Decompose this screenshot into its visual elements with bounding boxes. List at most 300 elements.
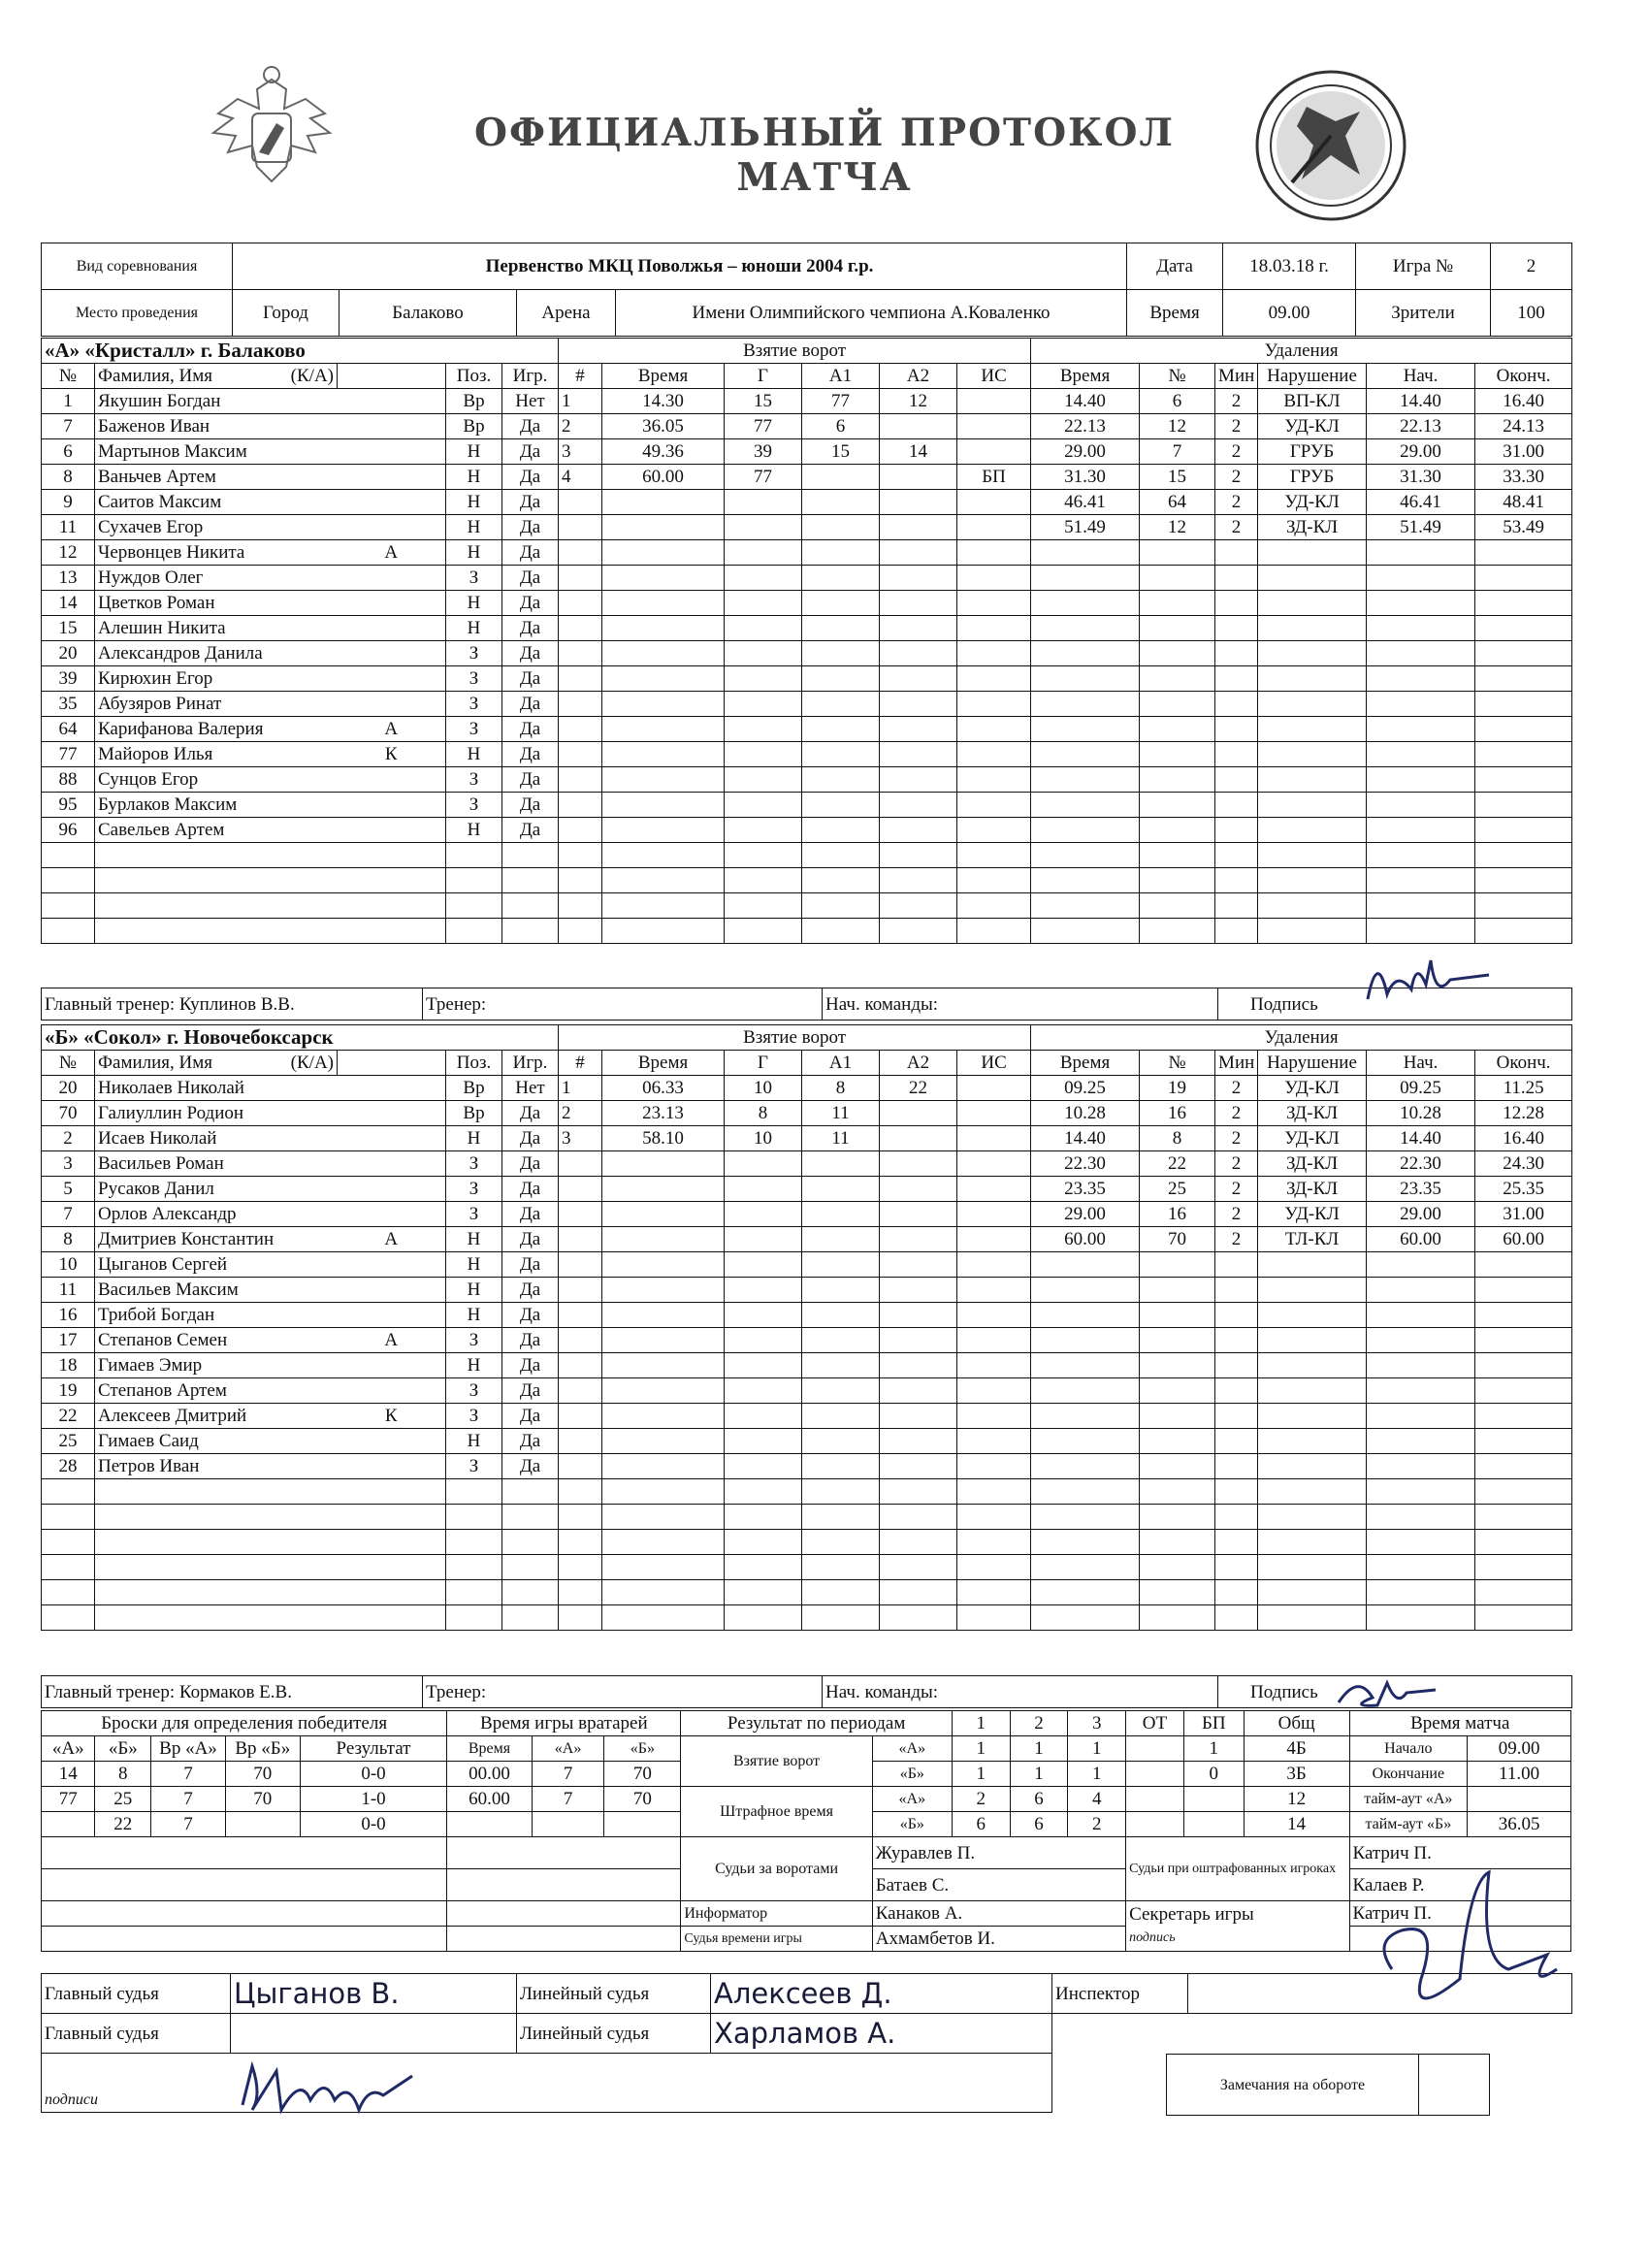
col-pos: Поз. (446, 364, 502, 389)
pen-start (1367, 919, 1475, 944)
player-role (338, 692, 446, 717)
goal-assist2 (880, 1505, 957, 1530)
end-label: Окончание (1349, 1762, 1468, 1787)
goal-scorer (725, 843, 802, 868)
pen-violation (1258, 1530, 1367, 1555)
pen-end: 12.28 (1475, 1101, 1572, 1126)
player-role (338, 1353, 446, 1378)
player-role (338, 641, 446, 666)
pen-violation (1258, 919, 1367, 944)
goal-assist1 (802, 868, 880, 893)
goal-assist2 (880, 490, 957, 515)
so-r2-gka: 7 (151, 1787, 226, 1812)
player-played (502, 868, 559, 893)
player-role: А (338, 540, 446, 566)
goal-assist1 (802, 818, 880, 843)
goal-situation (957, 1505, 1031, 1530)
player-played: Да (502, 414, 559, 439)
pen-end (1475, 540, 1572, 566)
pen-violation (1258, 1505, 1367, 1530)
goal-assist1 (802, 465, 880, 490)
player-number (42, 1505, 95, 1530)
goal-index (559, 1479, 602, 1505)
goal-scorer (725, 1252, 802, 1278)
so-r2-a: 77 (42, 1787, 95, 1812)
pen-time (1031, 742, 1140, 767)
pen-violation (1258, 717, 1367, 742)
goal-index (559, 1454, 602, 1479)
player-name: Бурлаков Максим (95, 793, 338, 818)
pen-end: 16.40 (1475, 1126, 1572, 1151)
player-name: Васильев Роман (95, 1151, 338, 1177)
emblem-icon (199, 60, 344, 196)
goal-time (602, 1227, 725, 1252)
player-position (446, 1605, 502, 1631)
goal-assist2 (880, 793, 957, 818)
pen-minutes (1215, 591, 1258, 616)
goal-scorer (725, 540, 802, 566)
pen-end (1475, 767, 1572, 793)
pen-start (1367, 692, 1475, 717)
team-a-row (42, 616, 1572, 641)
pen-start (1367, 1353, 1475, 1378)
so-r1-a: 14 (42, 1762, 95, 1787)
pb-total: 14 (1244, 1812, 1349, 1837)
player-position (446, 1530, 502, 1555)
goal-assist2: 22 (880, 1076, 957, 1101)
goal-scorer (725, 717, 802, 742)
goal-assist2 (880, 1555, 957, 1580)
pen-minutes (1215, 1605, 1258, 1631)
player-role (338, 1454, 446, 1479)
so-r3-a (42, 1812, 95, 1837)
pen-end: 16.40 (1475, 389, 1572, 414)
goal-assist2 (880, 1278, 957, 1303)
so-r1-b: 8 (95, 1762, 151, 1787)
pen-start (1367, 1328, 1475, 1353)
goal-judges-label: Судьи за воротами (681, 1837, 872, 1901)
pen-violation (1258, 1252, 1367, 1278)
team-a-row (42, 893, 1572, 919)
goal-time (602, 1378, 725, 1404)
pen-end (1475, 1328, 1572, 1353)
goal-index (559, 742, 602, 767)
player-position: Вр (446, 1076, 502, 1101)
player-played: Да (502, 465, 559, 490)
team-a-row (42, 767, 1572, 793)
pen-violation (1258, 591, 1367, 616)
player-played: Да (502, 1202, 559, 1227)
player-role (338, 1151, 446, 1177)
bottom-stats (41, 1710, 1571, 1952)
pen-time (1031, 1530, 1140, 1555)
pen-start (1367, 1479, 1475, 1505)
player-role (338, 1605, 446, 1631)
goal-assist1 (802, 717, 880, 742)
player-name: Абузяров Ринат (95, 692, 338, 717)
pen-minutes (1215, 1378, 1258, 1404)
so-r2-res: 1-0 (300, 1787, 447, 1812)
so-r3-gkb (225, 1812, 300, 1837)
player-role (338, 515, 446, 540)
goal-assist2 (880, 818, 957, 843)
pen-violation: ГРУБ (1258, 465, 1367, 490)
player-played: Да (502, 566, 559, 591)
pen-minutes (1215, 1278, 1258, 1303)
pen-minutes (1215, 1303, 1258, 1328)
notes-box (1166, 2054, 1490, 2116)
col-a1-b: А1 (802, 1051, 880, 1076)
pen-end (1475, 818, 1572, 843)
goal-scorer (725, 818, 802, 843)
pen-player (1140, 1353, 1215, 1378)
pen-time: 46.41 (1031, 490, 1140, 515)
player-played (502, 1580, 559, 1605)
gk-head-b: «Б» (604, 1736, 681, 1762)
periods-title: Результат по периодам (681, 1711, 953, 1736)
player-role (338, 1429, 446, 1454)
player-number: 17 (42, 1328, 95, 1353)
goal-scorer: 15 (725, 389, 802, 414)
goal-assist2 (880, 1252, 957, 1278)
col-g: Г (725, 364, 802, 389)
pen-end (1475, 1353, 1572, 1378)
goal-assist2 (880, 717, 957, 742)
player-played (502, 1479, 559, 1505)
pen-time (1031, 591, 1140, 616)
col-is-b: ИС (957, 1051, 1031, 1076)
team-b-table (41, 1024, 1572, 1631)
player-name: Степанов Артем (95, 1378, 338, 1404)
team-b-row (42, 1353, 1572, 1378)
pen-minutes (1215, 868, 1258, 893)
goal-assist1 (802, 1252, 880, 1278)
player-position: З (446, 1177, 502, 1202)
pen-violation (1258, 540, 1367, 566)
goal-time (602, 692, 725, 717)
goal-situation (957, 1605, 1031, 1631)
gb-p3: 1 (1068, 1762, 1126, 1787)
so-head-gkb: Вр «Б» (225, 1736, 300, 1762)
team-a-staff (41, 988, 1572, 1021)
pen-player (1140, 1530, 1215, 1555)
pen-start (1367, 1252, 1475, 1278)
main-ref-label: Главный судья (42, 1974, 231, 2014)
goal-index: 1 (559, 1076, 602, 1101)
player-name: Галиуллин Родион (95, 1101, 338, 1126)
pen-minutes: 2 (1215, 414, 1258, 439)
goal-assist2 (880, 1202, 957, 1227)
player-number: 35 (42, 692, 95, 717)
goal-assist2 (880, 1530, 957, 1555)
player-name: Сухачев Егор (95, 515, 338, 540)
timeout-a (1468, 1787, 1571, 1812)
so-r2-gkb: 70 (225, 1787, 300, 1812)
player-number: 7 (42, 1202, 95, 1227)
pen-end (1475, 1555, 1572, 1580)
notes-label: Замечания на обороте (1167, 2055, 1419, 2116)
timeout-b-label: тайм-аут «Б» (1349, 1812, 1468, 1837)
team-b-row (42, 1404, 1572, 1429)
pen-end: 53.49 (1475, 515, 1572, 540)
date-label: Дата (1127, 243, 1223, 290)
pen-end (1475, 566, 1572, 591)
goal-assist1 (802, 1378, 880, 1404)
player-number: 14 (42, 591, 95, 616)
player-position: Н (446, 439, 502, 465)
pen-start (1367, 1278, 1475, 1303)
player-played: Да (502, 616, 559, 641)
goal-assist2 (880, 1227, 957, 1252)
pen-violation (1258, 843, 1367, 868)
player-number: 15 (42, 616, 95, 641)
pen-end: 11.25 (1475, 1076, 1572, 1101)
goal-index (559, 1151, 602, 1177)
pen-minutes (1215, 1555, 1258, 1580)
goal-assist2 (880, 767, 957, 793)
team-a-row (42, 742, 1572, 767)
pen-minutes (1215, 919, 1258, 944)
player-position: Н (446, 1252, 502, 1278)
pen-end (1475, 591, 1572, 616)
pen-end (1475, 1278, 1572, 1303)
informer: Канаков А. (872, 1901, 1125, 1927)
goal-situation (957, 1580, 1031, 1605)
arena: Имени Олимпийского чемпиона А.Коваленко (616, 290, 1127, 337)
goal-assist2 (880, 566, 957, 591)
player-number: 39 (42, 666, 95, 692)
pen-minutes (1215, 793, 1258, 818)
player-name: Степанов Семен (95, 1328, 338, 1353)
goal-index (559, 566, 602, 591)
player-played: Да (502, 1328, 559, 1353)
goal-scorer (725, 1378, 802, 1404)
penalty-judge-2: Калаев Р. (1349, 1869, 1570, 1901)
team-a-row (42, 843, 1572, 868)
goal-scorer (725, 692, 802, 717)
goal-time (602, 1303, 725, 1328)
col-num: № (42, 364, 95, 389)
goal-index (559, 717, 602, 742)
pen-start: 29.00 (1367, 439, 1475, 465)
pen-time (1031, 1555, 1140, 1580)
goal-index (559, 793, 602, 818)
team-b-row (42, 1429, 1572, 1454)
player-played: Да (502, 818, 559, 843)
player-played: Нет (502, 1076, 559, 1101)
penalties-header-b: Удаления (1031, 1025, 1572, 1051)
player-position: Н (446, 1303, 502, 1328)
goal-situation (957, 717, 1031, 742)
player-number (42, 868, 95, 893)
col-viol-b: Нарушение (1258, 1051, 1367, 1076)
team-b-row (42, 1151, 1572, 1177)
col-is: ИС (957, 364, 1031, 389)
player-role (338, 1126, 446, 1151)
place-label: Место проведения (42, 290, 233, 337)
pen-start (1367, 868, 1475, 893)
goal-time (602, 1605, 725, 1631)
goal-assist1 (802, 1328, 880, 1353)
goal-assist2 (880, 1429, 957, 1454)
goal-assist1: 15 (802, 439, 880, 465)
goal-situation (957, 793, 1031, 818)
pen-start (1367, 616, 1475, 641)
time-label: Время (1127, 290, 1223, 337)
pen-end (1475, 868, 1572, 893)
goal-assist1 (802, 1580, 880, 1605)
pa-p2: 6 (1010, 1787, 1068, 1812)
goal-index: 4 (559, 465, 602, 490)
pb-ot (1126, 1812, 1184, 1837)
pen-violation: ЗД-КЛ (1258, 1101, 1367, 1126)
pen-minutes (1215, 742, 1258, 767)
player-number: 8 (42, 1227, 95, 1252)
pen-player (1140, 1328, 1215, 1353)
pen-player (1140, 1605, 1215, 1631)
team-a-signature-mark (1353, 941, 1499, 1028)
pen-player (1140, 591, 1215, 616)
goal-index (559, 515, 602, 540)
team-a-row (42, 566, 1572, 591)
goal-time (602, 1530, 725, 1555)
pen-time (1031, 1278, 1140, 1303)
goal-assist1: 11 (802, 1126, 880, 1151)
player-position: Н (446, 818, 502, 843)
goal-time (602, 1404, 725, 1429)
goal-situation (957, 666, 1031, 692)
pen-start (1367, 1505, 1475, 1530)
pen-end: 31.00 (1475, 439, 1572, 465)
player-name: Гимаев Эмир (95, 1353, 338, 1378)
col-name: Фамилия, Имя (К/А) (95, 364, 338, 389)
goal-assist1 (802, 490, 880, 515)
pen-minutes (1215, 1429, 1258, 1454)
period-bp-head: БП (1183, 1711, 1244, 1736)
city-label: Город (233, 290, 340, 337)
comp-label: Вид соревнования (42, 243, 233, 290)
goal-index (559, 818, 602, 843)
pb-p2: 6 (1010, 1812, 1068, 1837)
player-played: Да (502, 1353, 559, 1378)
pen-violation: УД-КЛ (1258, 1126, 1367, 1151)
player-name: Дмитриев Константин (95, 1227, 338, 1252)
page-title: ОФИЦИАЛЬНЫЙ ПРОТОКОЛ МАТЧА (474, 111, 1175, 200)
pen-end (1475, 641, 1572, 666)
goal-situation: БП (957, 465, 1031, 490)
goal-time (602, 767, 725, 793)
player-number (42, 1555, 95, 1580)
pen-end: 33.30 (1475, 465, 1572, 490)
pen-player (1140, 793, 1215, 818)
player-role (338, 616, 446, 641)
player-number: 96 (42, 818, 95, 843)
goal-assist1 (802, 843, 880, 868)
pen-player (1140, 540, 1215, 566)
pen-minutes: 2 (1215, 1076, 1258, 1101)
player-number (42, 843, 95, 868)
player-position: Вр (446, 389, 502, 414)
pen-violation (1258, 1278, 1367, 1303)
pen-time: 22.30 (1031, 1151, 1140, 1177)
player-position: З (446, 1328, 502, 1353)
player-name: Александров Данила (95, 641, 338, 666)
goal-assist2 (880, 868, 957, 893)
referee-signature-mark (233, 2057, 427, 2124)
player-number: 20 (42, 641, 95, 666)
penalty-judges-label: Судьи при оштрафованных игроках (1126, 1837, 1349, 1901)
player-position (446, 1555, 502, 1580)
player-name (95, 868, 338, 893)
pen-end (1475, 1404, 1572, 1429)
goal-index (559, 540, 602, 566)
signatures-cell: подписи (42, 2054, 1052, 2113)
player-position (446, 893, 502, 919)
spectators: 100 (1491, 290, 1572, 337)
pen-violation: ТЛ-КЛ (1258, 1227, 1367, 1252)
player-role: А (338, 1227, 446, 1252)
goal-scorer: 77 (725, 414, 802, 439)
so-r3-b: 22 (95, 1812, 151, 1837)
goal-situation (957, 591, 1031, 616)
period-total-head: Общ (1244, 1711, 1349, 1736)
player-role (338, 414, 446, 439)
pen-player: 16 (1140, 1202, 1215, 1227)
player-role (338, 868, 446, 893)
goal-index (559, 1605, 602, 1631)
pen-player (1140, 1580, 1215, 1605)
pen-violation: ЗД-КЛ (1258, 1151, 1367, 1177)
ga-ot (1126, 1736, 1184, 1762)
goal-time: 58.10 (602, 1126, 725, 1151)
pen-time (1031, 843, 1140, 868)
pa-p3: 4 (1068, 1787, 1126, 1812)
line-ref-label-2: Линейный судья (517, 2014, 711, 2054)
goal-scorer (725, 1505, 802, 1530)
goal-situation (957, 868, 1031, 893)
matchtime-title: Время матча (1349, 1711, 1570, 1736)
pen-player (1140, 893, 1215, 919)
goals-header: Взятие ворот (559, 339, 1031, 364)
pen-start: 31.30 (1367, 465, 1475, 490)
timeout-b: 36.05 (1468, 1812, 1571, 1837)
goal-scorer (725, 1530, 802, 1555)
pen-end (1475, 793, 1572, 818)
header (0, 0, 1649, 233)
pen-player (1140, 566, 1215, 591)
goal-assist1 (802, 919, 880, 944)
goal-situation (957, 414, 1031, 439)
pen-player: 8 (1140, 1126, 1215, 1151)
pen-start (1367, 893, 1475, 919)
col-num-b: № (42, 1051, 95, 1076)
team-a-row (42, 919, 1572, 944)
col-pnum-b: № (1140, 1051, 1215, 1076)
player-name (95, 1555, 338, 1580)
pen-player: 15 (1140, 465, 1215, 490)
pen-player: 6 (1140, 389, 1215, 414)
player-number: 95 (42, 793, 95, 818)
player-played: Да (502, 1278, 559, 1303)
pen-violation (1258, 1580, 1367, 1605)
gb-p1: 1 (952, 1762, 1010, 1787)
goal-scorer (725, 1404, 802, 1429)
pen-start (1367, 666, 1475, 692)
col-start-b: Нач. (1367, 1051, 1475, 1076)
pen-minutes (1215, 1328, 1258, 1353)
team-b-row (42, 1278, 1572, 1303)
player-number: 3 (42, 1151, 95, 1177)
